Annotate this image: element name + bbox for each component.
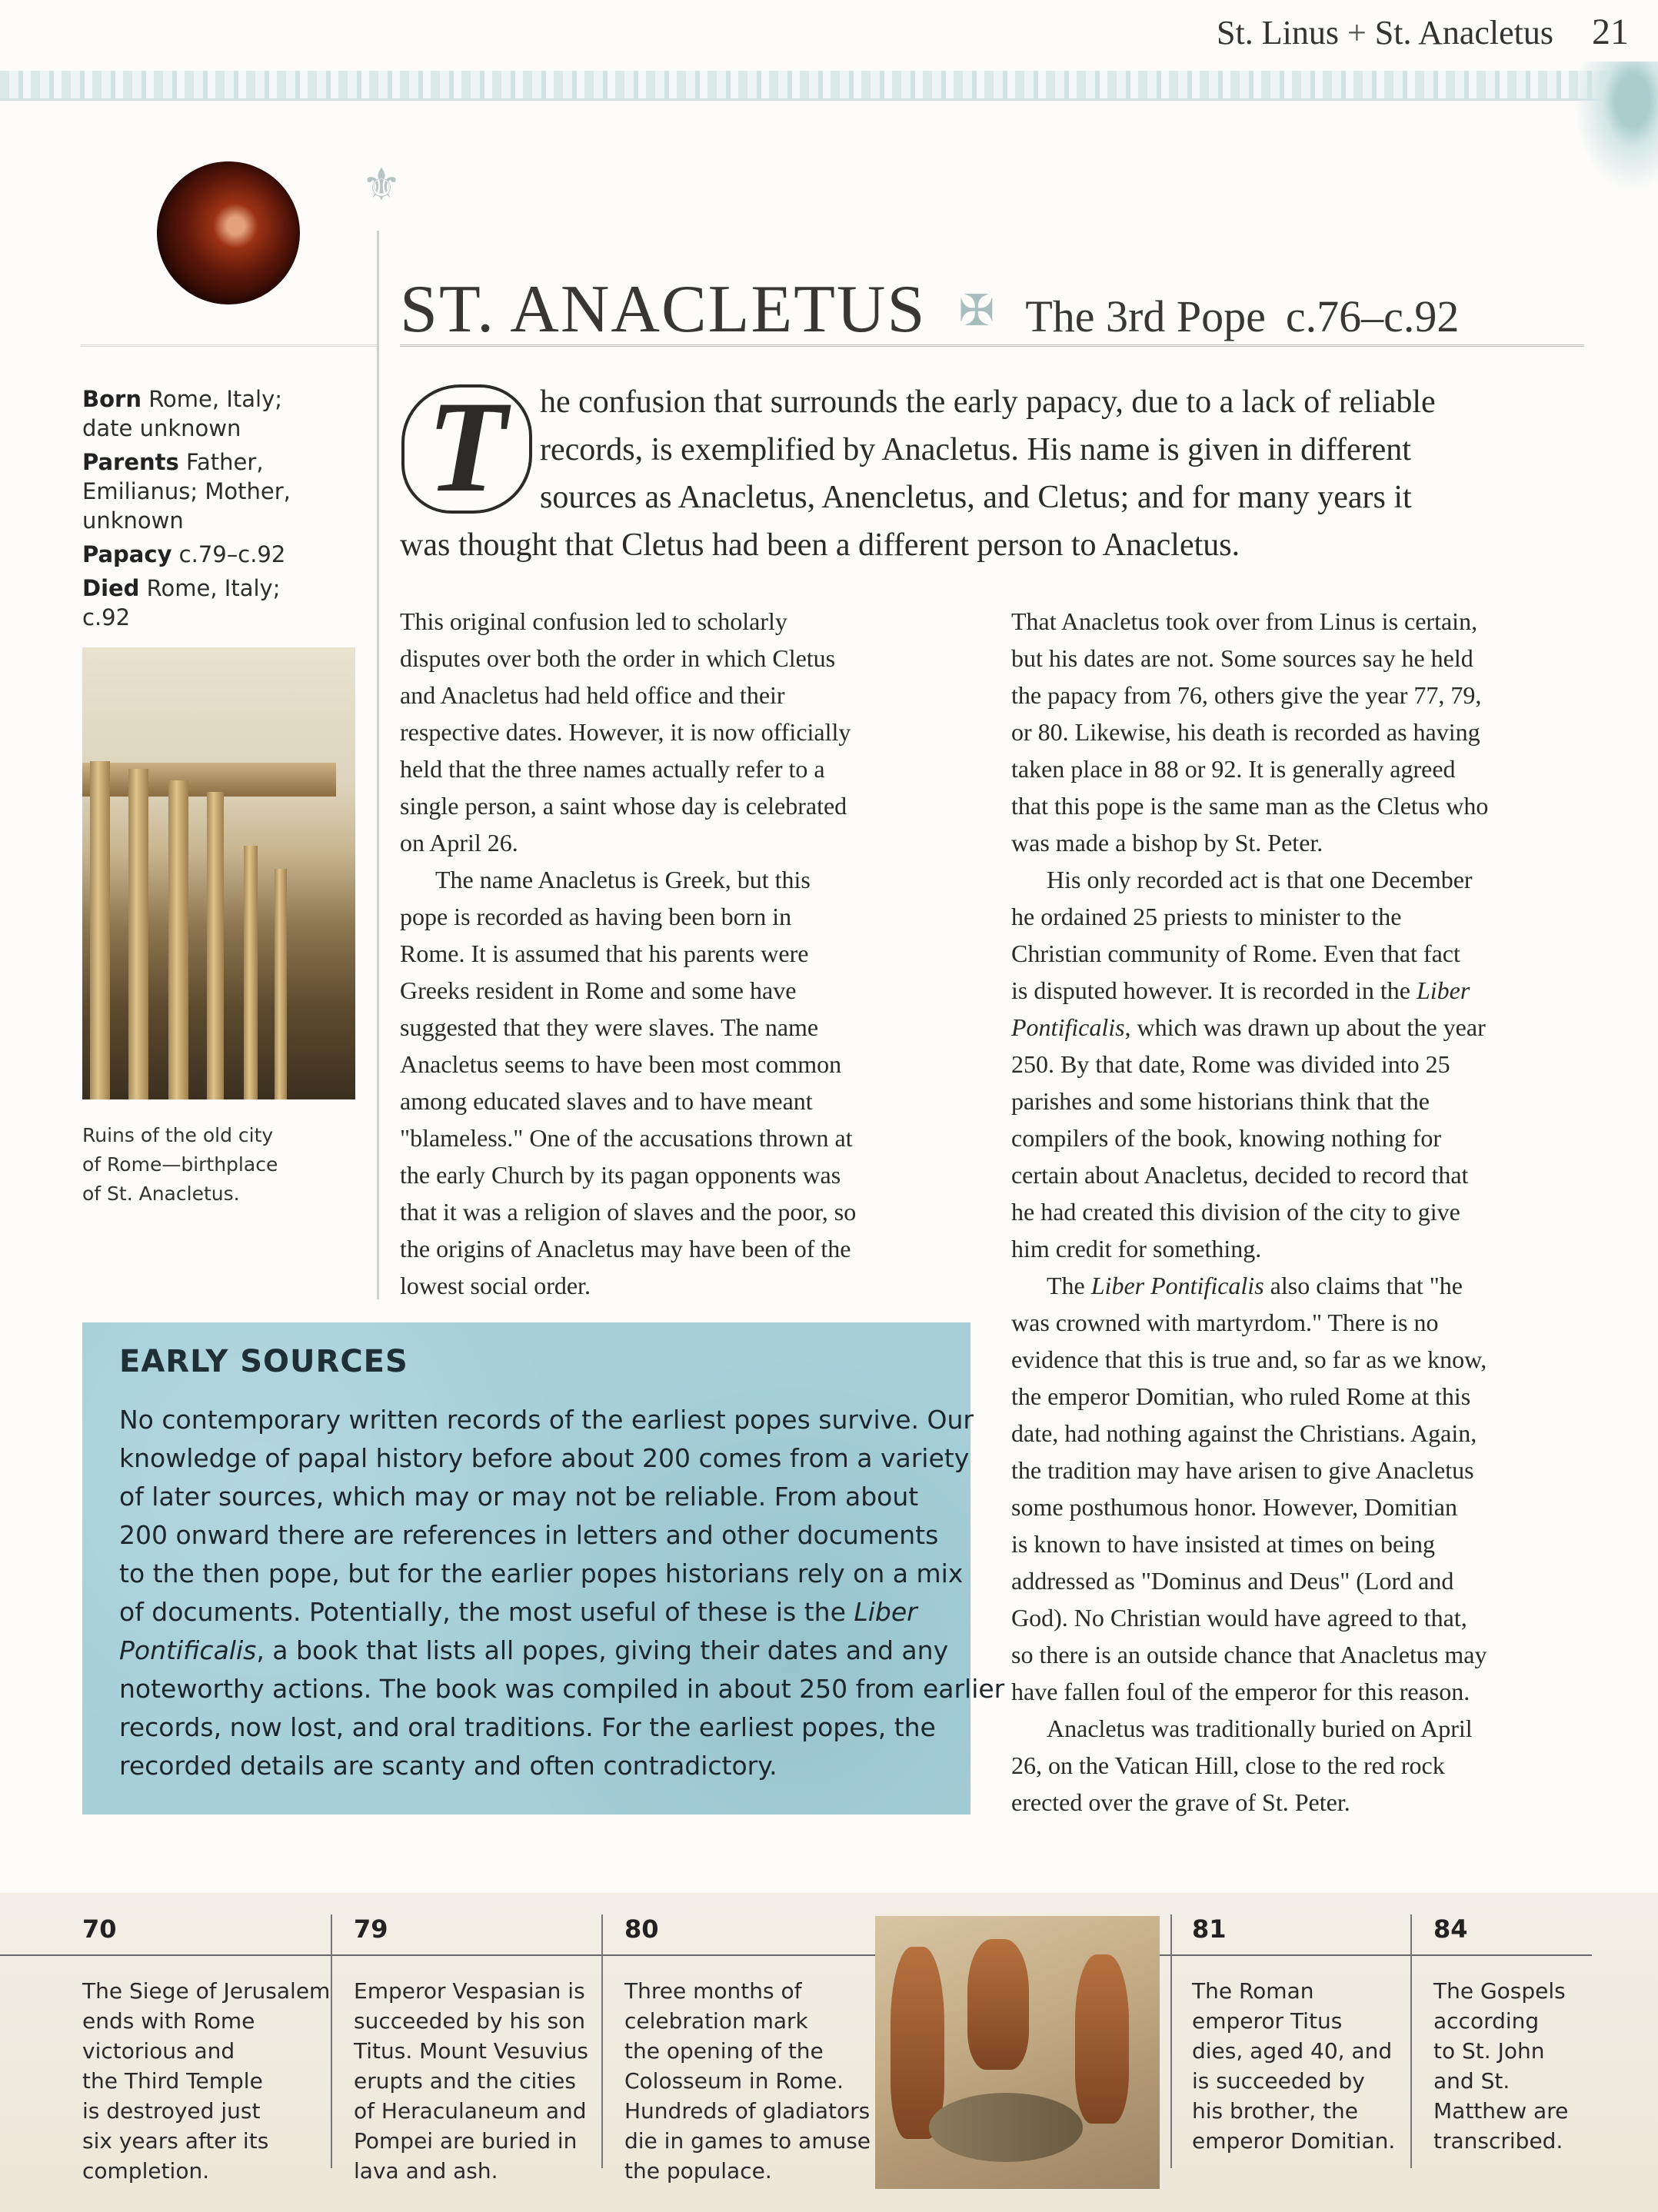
- ornament-band: [0, 71, 1658, 100]
- photo-column: [244, 846, 258, 1099]
- body-line: have fallen foul of the emperor for this reason.: [1011, 1678, 1470, 1705]
- timeline-text: [82, 1976, 331, 2186]
- body-line: Rome. It is assumed that his parents were: [400, 940, 809, 967]
- timeline-line: Titus. Mount Vesuvius: [354, 2038, 589, 2064]
- fact-value: Rome, Italy; c.92: [82, 575, 281, 630]
- corner-ornament: [1573, 62, 1658, 192]
- timeline-line: Hundreds of gladiators: [624, 2098, 871, 2124]
- timeline-line: The Gospels: [1433, 1978, 1566, 2004]
- timeline-line: erupts and the cities: [354, 2068, 576, 2094]
- body-line: [1011, 1009, 1584, 1046]
- timeline-line: transcribed.: [1433, 2128, 1563, 2154]
- photo-column: [128, 769, 148, 1099]
- sources-text-run: of documents. Potentially, the most useful of these is the: [119, 1597, 854, 1627]
- title-rule: [400, 344, 1584, 347]
- timeline-line: according: [1433, 2008, 1540, 2034]
- timeline-entry-81: [1192, 1914, 1423, 2156]
- timeline-line: The Roman: [1192, 1978, 1314, 2004]
- vertical-rule: [377, 231, 379, 1299]
- timeline-year: 80: [624, 1914, 659, 1944]
- body-line: parishes and some historians think that the: [1011, 1087, 1430, 1115]
- caption-line: of St. Anacletus.: [82, 1183, 240, 1205]
- body-line: the tradition may have arisen to give Anacletus: [1011, 1456, 1474, 1484]
- fact-papacy: [82, 540, 328, 569]
- timeline-tick: [1170, 1914, 1172, 2168]
- running-head-separator: +: [1347, 14, 1367, 52]
- timeline-line: and St.: [1433, 2068, 1510, 2094]
- finial-ornament-icon: ⚜: [361, 160, 401, 210]
- timeline-tick: [601, 1914, 603, 2168]
- photo-caption: [82, 1121, 328, 1209]
- body-line: some posthumous honor. However, Domitian: [1011, 1493, 1457, 1521]
- sources-line: 200 onward there are references in letters and other documents: [119, 1520, 939, 1550]
- body-line: evidence that this is true and, so far as we know,: [1011, 1345, 1487, 1373]
- sources-line: records, now lost, and oral traditions. For the earliest popes, the: [119, 1712, 936, 1742]
- timeline-entry-79: [354, 1914, 600, 2186]
- mosaic-figure: [1075, 1954, 1129, 2124]
- body-line: 26, on the Vatican Hill, close to the red rock: [1011, 1751, 1445, 1779]
- body-line: God). No Christian would have agreed to that,: [1011, 1604, 1467, 1632]
- timeline-line: die in games to amuse: [624, 2128, 871, 2154]
- body-line: that this pope is the same man as the Cletus who: [1011, 792, 1489, 820]
- timeline-text: [354, 1976, 600, 2186]
- timeline-line: emperor Domitian.: [1192, 2128, 1396, 2154]
- timeline-line: completion.: [82, 2158, 210, 2184]
- timeline-year: 79: [354, 1914, 388, 1944]
- timeline-tick: [331, 1914, 332, 2168]
- body-line: he ordained 25 priests to minister to the: [1011, 903, 1402, 930]
- timeline-line: to St. John: [1433, 2038, 1545, 2064]
- photo-column: [207, 792, 224, 1099]
- sources-title: EARLY SOURCES: [119, 1344, 408, 1379]
- sources-text-run: , a book that lists all popes, giving their dates and any: [256, 1635, 949, 1665]
- fact-panel: [82, 384, 328, 637]
- pope-rank: The 3rd Pope: [1025, 291, 1266, 341]
- book-title: Liber: [854, 1597, 917, 1627]
- timeline-line: the Third Temple: [82, 2068, 263, 2094]
- body-line: the origins of Anacletus may have been of the: [400, 1235, 851, 1262]
- page-title: [400, 271, 1459, 348]
- caption-line: Ruins of the old city: [82, 1124, 274, 1146]
- body-line: he had created this division of the city to give: [1011, 1198, 1460, 1226]
- body-line: the early Church by its pagan opponents was: [400, 1161, 841, 1189]
- running-head-right: St. Anacletus: [1374, 14, 1553, 52]
- body-line: was made a bishop by St. Peter.: [1011, 829, 1323, 857]
- photo-column: [168, 780, 188, 1099]
- body-line: suggested that they were slaves. The name: [400, 1013, 819, 1041]
- page-number: 21: [1592, 12, 1629, 52]
- timeline-line: is destroyed just: [82, 2098, 261, 2124]
- body-line: so there is an outside chance that Anacletus may: [1011, 1641, 1487, 1668]
- intro-line: he confusion that surrounds the early papacy, due to a lack of reliable: [540, 384, 1436, 420]
- timeline-line: his brother, the: [1192, 2098, 1359, 2124]
- timeline-entry-80: [624, 1914, 871, 2186]
- body-line: compilers of the book, knowing nothing for: [1011, 1124, 1442, 1152]
- timeline-line: Matthew are: [1433, 2098, 1569, 2124]
- body-line: among educated slaves and to have meant: [400, 1087, 813, 1115]
- fact-label: Born: [82, 386, 141, 412]
- body-line: addressed as "Dominus and Deus" (Lord and: [1011, 1567, 1454, 1595]
- book-title: Liber: [1416, 976, 1470, 1004]
- pope-name: ST. ANACLETUS: [400, 272, 927, 347]
- timeline-line: ends with Rome: [82, 2008, 255, 2034]
- early-sources-box: [82, 1322, 1005, 1815]
- body-line: His only recorded act is that one December: [1047, 866, 1473, 893]
- body-text: also claims that "he: [1263, 1272, 1463, 1299]
- body-line: but his dates are not. Some sources say he held: [1011, 644, 1473, 672]
- timeline-line: succeeded by his son: [354, 2008, 585, 2034]
- fact-label: Parents: [82, 449, 179, 475]
- body-line: [1011, 972, 1584, 1009]
- running-title: [1217, 13, 1553, 52]
- sources-text: [119, 1401, 1005, 1785]
- sources-line: noteworthy actions. The book was compiled in about 250 from earlier: [119, 1674, 1005, 1704]
- timeline-line: Emperor Vespasian is: [354, 1978, 585, 2004]
- body-line: Anacletus was traditionally buried on April: [1047, 1715, 1473, 1742]
- photo-column: [90, 761, 110, 1099]
- body-line: The name Anacletus is Greek, but this: [435, 866, 811, 893]
- ruins-photo: [82, 647, 355, 1099]
- body-line: This original confusion led to scholarly: [400, 607, 787, 635]
- fact-value: Rome, Italy; date unknown: [82, 386, 283, 441]
- body-line: erected over the grave of St. Peter.: [1011, 1788, 1350, 1816]
- body-line: That Anacletus took over from Linus is certain,: [1011, 607, 1478, 635]
- pope-portrait: [157, 161, 300, 304]
- body-text: , which was drawn up about the year: [1124, 1013, 1486, 1041]
- running-head: [1217, 11, 1629, 53]
- timeline-year: 70: [82, 1914, 117, 1944]
- sources-line: [119, 1632, 950, 1670]
- timeline-line: victorious and: [82, 2038, 235, 2064]
- body-line: taken place in 88 or 92. It is generally agreed: [1011, 755, 1456, 783]
- body-line: Christian community of Rome. Even that fact: [1011, 940, 1460, 967]
- sources-line: of later sources, which may or may not be reliable. From about: [119, 1482, 919, 1512]
- book-title: Pontificalis: [119, 1635, 257, 1665]
- mosaic-figure: [929, 2093, 1083, 2162]
- body-line: that it was a religion of slaves and the poor, so: [400, 1198, 857, 1226]
- book-title: Liber Pontificalis: [1090, 1272, 1264, 1299]
- fact-born: [82, 384, 328, 443]
- body-line: date, had nothing against the Christians. Again,: [1011, 1419, 1477, 1447]
- body-text: is disputed however. It is recorded in the: [1011, 976, 1417, 1004]
- intro-paragraph: [400, 378, 1576, 569]
- caption-line: of Rome—birthplace: [82, 1153, 278, 1176]
- body-line: or 80. Likewise, his death is recorded as having: [1011, 718, 1480, 746]
- timeline: [0, 1893, 1658, 2212]
- timeline-line: emperor Titus: [1192, 2008, 1343, 2034]
- running-head-left: St. Linus: [1217, 14, 1339, 52]
- body-line: was crowned with martyrdom." There is no: [1011, 1309, 1439, 1336]
- sources-line: No contemporary written records of the earliest popes survive. Our: [119, 1405, 974, 1435]
- body-line: disputes over both the order in which Cletus: [400, 644, 836, 672]
- timeline-line: is succeeded by: [1192, 2068, 1365, 2094]
- timeline-text: [1433, 1976, 1610, 2156]
- timeline-line: of Heraculaneum and: [354, 2098, 587, 2124]
- body-line: single person, a saint whose day is celebrated: [400, 792, 847, 820]
- timeline-year: 81: [1192, 1914, 1227, 1944]
- body-line: pope is recorded as having been born in: [400, 903, 792, 930]
- sources-line: knowledge of papal history before about 200 comes from a variety: [119, 1443, 970, 1473]
- sources-line: [119, 1593, 950, 1632]
- body-line: on April 26.: [400, 829, 518, 857]
- photo-column: [275, 869, 287, 1099]
- timeline-line: celebration mark: [624, 2008, 808, 2034]
- body-column-right: [1011, 603, 1584, 1821]
- timeline-entry-84: [1433, 1914, 1610, 2156]
- fact-label: Papacy: [82, 541, 172, 567]
- gladiator-mosaic-image: [875, 1916, 1160, 2189]
- body-line: is known to have insisted at times on being: [1011, 1530, 1436, 1558]
- body-line: Anacletus seems to have been most common: [400, 1050, 842, 1078]
- body-line: the papacy from 76, others give the year 77, 79,: [1011, 681, 1482, 709]
- sources-line: recorded details are scanty and often contradictory.: [119, 1751, 777, 1781]
- timeline-line: Three months of: [624, 1978, 802, 2004]
- body-line: respective dates. However, it is now officially: [400, 718, 851, 746]
- body-line: and Anacletus had held office and their: [400, 681, 785, 709]
- body-line: lowest social order.: [400, 1272, 591, 1299]
- cross-icon: ✠: [958, 288, 995, 335]
- timeline-line: Pompei are buried in: [354, 2128, 578, 2154]
- intro-line: was thought that Cletus had been a different person to Anacletus.: [400, 527, 1240, 563]
- drop-cap: T: [401, 381, 532, 512]
- title-rule-left: [81, 344, 377, 347]
- fact-value: Father, Emilianus; Mother, unknown: [82, 449, 291, 534]
- timeline-line: the opening of the: [624, 2038, 824, 2064]
- timeline-tick: [1410, 1914, 1412, 2168]
- body-line: him credit for something.: [1011, 1235, 1262, 1262]
- fact-label: Died: [82, 575, 140, 601]
- timeline-year: 84: [1433, 1914, 1468, 1944]
- intro-line: sources as Anacletus, Anencletus, and Cletus; and for many years it: [540, 480, 1412, 515]
- fact-parents: [82, 447, 328, 535]
- body-line: [1011, 1267, 1584, 1304]
- body-line: 250. By that date, Rome was divided into 25: [1011, 1050, 1450, 1078]
- timeline-line: six years after its: [82, 2128, 269, 2154]
- sources-line: to the then pope, but for the earlier popes historians rely on a mix: [119, 1558, 964, 1588]
- timeline-line: the populace.: [624, 2158, 772, 2184]
- timeline-line: Colosseum in Rome.: [624, 2068, 844, 2094]
- body-text: The: [1047, 1272, 1091, 1299]
- pope-dates: c.76–c.92: [1285, 291, 1460, 341]
- timeline-line: lava and ash.: [354, 2158, 498, 2184]
- timeline-entry-70: [82, 1914, 331, 2186]
- body-line: held that the three names actually refer to a: [400, 755, 825, 783]
- fact-value: c.79–c.92: [171, 541, 286, 567]
- body-line: "blameless." One of the accusations thrown at: [400, 1124, 853, 1152]
- book-title: Pontificalis: [1011, 1013, 1125, 1041]
- timeline-line: dies, aged 40, and: [1192, 2038, 1393, 2064]
- timeline-line: The Siege of Jerusalem: [82, 1978, 331, 2004]
- body-line: Greeks resident in Rome and some have: [400, 976, 797, 1004]
- timeline-text: [624, 1976, 871, 2186]
- body-line: the emperor Domitian, who ruled Rome at this: [1011, 1382, 1471, 1410]
- body-line: certain about Anacletus, decided to record that: [1011, 1161, 1469, 1189]
- intro-line: records, is exemplified by Anacletus. His name is given in different: [540, 432, 1411, 467]
- fact-died: [82, 574, 328, 632]
- mosaic-figure: [967, 1939, 1029, 2070]
- timeline-text: [1192, 1976, 1423, 2156]
- mosaic-figure: [891, 1947, 944, 2139]
- body-column-left: [400, 603, 973, 1304]
